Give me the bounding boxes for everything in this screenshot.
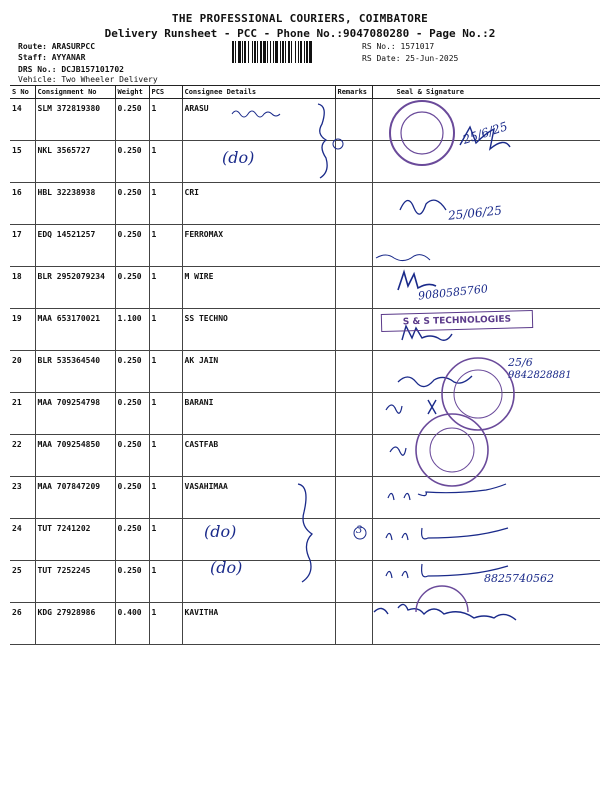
cell-weight: 0.250	[115, 435, 149, 477]
col-pcs: PCS	[149, 86, 182, 99]
cross-mark-21	[428, 400, 436, 414]
cell-pcs: 1	[149, 183, 182, 225]
round-seal-row26	[416, 586, 468, 612]
ditto-15: (do)	[222, 148, 255, 167]
cell-consignment: MAA 707847209	[35, 477, 115, 519]
rs-number: RS No.: 1571017	[362, 42, 435, 51]
route-label: Route: ARASURPCC	[18, 42, 96, 51]
col-remarks: Remarks	[335, 86, 372, 99]
cell-weight: 0.250	[115, 267, 149, 309]
cell-sno: 23	[10, 477, 35, 519]
signature-26	[374, 604, 516, 620]
ss-technologies-stamp: S & S TECHNOLOGIES	[381, 310, 533, 332]
cell-consignment: MAA 653170021	[35, 309, 115, 351]
cell-consignment: TUT 7252245	[35, 561, 115, 603]
cell-consignment: EDQ 14521257	[35, 225, 115, 267]
runsheet-subtitle: Delivery Runsheet - PCC - Phone No.:9047080280 - Page No.:2	[104, 27, 496, 40]
cell-pcs: 1	[149, 351, 182, 393]
cell-pcs: 1	[149, 99, 182, 141]
cell-pcs: 1	[149, 393, 182, 435]
cell-consignment: MAA 709254850	[35, 435, 115, 477]
cell-consignment: BLR 535364540	[35, 351, 115, 393]
signature-18-top	[376, 255, 430, 261]
cell-sno: 24	[10, 519, 35, 561]
cell-pcs: 1	[149, 603, 182, 645]
cell-sno: 15	[10, 141, 35, 183]
cell-sno: 18	[10, 267, 35, 309]
bracket-mark-lower	[298, 484, 312, 582]
cell-consignment: KDG 27928986	[35, 603, 115, 645]
cell-consignment: NKL 3565727	[35, 141, 115, 183]
cell-weight: 0.250	[115, 561, 149, 603]
cell-consignment: SLM 372819380	[35, 99, 115, 141]
cell-consignee: BARANI	[182, 393, 335, 435]
cell-sno: 20	[10, 351, 35, 393]
col-sno: S No	[10, 86, 35, 99]
col-consignment: Consignment No	[35, 86, 115, 99]
cell-pcs: 1	[149, 435, 182, 477]
cell-weight: 0.250	[115, 141, 149, 183]
cell-weight: 0.250	[115, 477, 149, 519]
cell-consignee: FERROMAX	[182, 225, 335, 267]
cell-consignment: BLR 2952079234	[35, 267, 115, 309]
cell-consignee: M WIRE	[182, 267, 335, 309]
cell-consignee: CASTFAB	[182, 435, 335, 477]
cell-pcs: 1	[149, 309, 182, 351]
date-16: 25/06/25	[447, 203, 503, 223]
signature-21	[386, 405, 402, 413]
cell-sno: 25	[10, 561, 35, 603]
signature-16	[400, 200, 446, 214]
cell-weight: 0.250	[115, 519, 149, 561]
phone-19: 9080585760	[417, 282, 489, 303]
cell-sno: 17	[10, 225, 35, 267]
vehicle-label: Vehicle: Two Wheeler Delivery	[18, 75, 158, 84]
cell-weight: 1.100	[115, 309, 149, 351]
cell-consignee: AK JAIN	[182, 351, 335, 393]
round-seal-top-inner	[401, 112, 443, 154]
remarks-circle	[333, 139, 343, 149]
cell-sno: 14	[10, 99, 35, 141]
cell-sno: 26	[10, 603, 35, 645]
signature-14	[232, 111, 280, 117]
cell-consignment: TUT 7241202	[35, 519, 115, 561]
cell-consignee: VASAHIMAA	[182, 477, 335, 519]
remarks-count: 3	[356, 525, 363, 536]
round-seal-bottom	[416, 414, 488, 486]
signature-22	[390, 447, 406, 455]
cell-consignee: ARASU	[182, 99, 335, 141]
cell-consignment: MAA 709254798	[35, 393, 115, 435]
signature-24	[386, 528, 508, 540]
cell-consignee: SS TECHNO	[182, 309, 335, 351]
phone-25: 8825740562	[484, 572, 554, 585]
cell-weight: 0.250	[115, 351, 149, 393]
round-seal-top	[390, 101, 454, 165]
cell-pcs: 1	[149, 141, 182, 183]
round-seal-bottom-inner	[430, 428, 474, 472]
col-consignee: Consignee Details	[182, 86, 335, 99]
phone-20: 9842828881	[508, 370, 572, 381]
cell-pcs: 1	[149, 225, 182, 267]
cell-pcs: 1	[149, 561, 182, 603]
cell-weight: 0.250	[115, 225, 149, 267]
round-seal-middle	[442, 358, 514, 430]
cell-weight: 0.250	[115, 99, 149, 141]
cell-pcs: 1	[149, 267, 182, 309]
staff-label: Staff: AYYANAR	[18, 53, 86, 62]
date-15: 25/6/25	[460, 119, 510, 147]
cell-sno: 16	[10, 183, 35, 225]
cell-weight: 0.250	[115, 393, 149, 435]
col-seal-signature: Seal & Signature	[372, 86, 600, 99]
bracket-mark	[318, 104, 327, 178]
cell-sno: 22	[10, 435, 35, 477]
cell-sno: 21	[10, 393, 35, 435]
round-seal-middle-inner	[454, 370, 502, 418]
ditto-24: (do)	[204, 522, 237, 541]
cell-pcs: 1	[149, 519, 182, 561]
cell-weight: 0.400	[115, 603, 149, 645]
company-title: THE PROFESSIONAL COURIERS, COIMBATORE	[171, 12, 429, 25]
date-20: 25/6	[508, 356, 533, 369]
cell-consignee: KAVITHA	[182, 603, 335, 645]
col-weight: Weight	[115, 86, 149, 99]
cell-weight: 0.250	[115, 183, 149, 225]
drs-number: DRS No.: DCJB157101702	[18, 65, 124, 74]
cell-consignee: CRI	[182, 183, 335, 225]
cell-pcs: 1	[149, 477, 182, 519]
ditto-25: (do)	[210, 558, 243, 577]
cell-sno: 19	[10, 309, 35, 351]
rs-date: RS Date: 25-Jun-2025	[362, 54, 459, 63]
cell-consignment: HBL 32238938	[35, 183, 115, 225]
